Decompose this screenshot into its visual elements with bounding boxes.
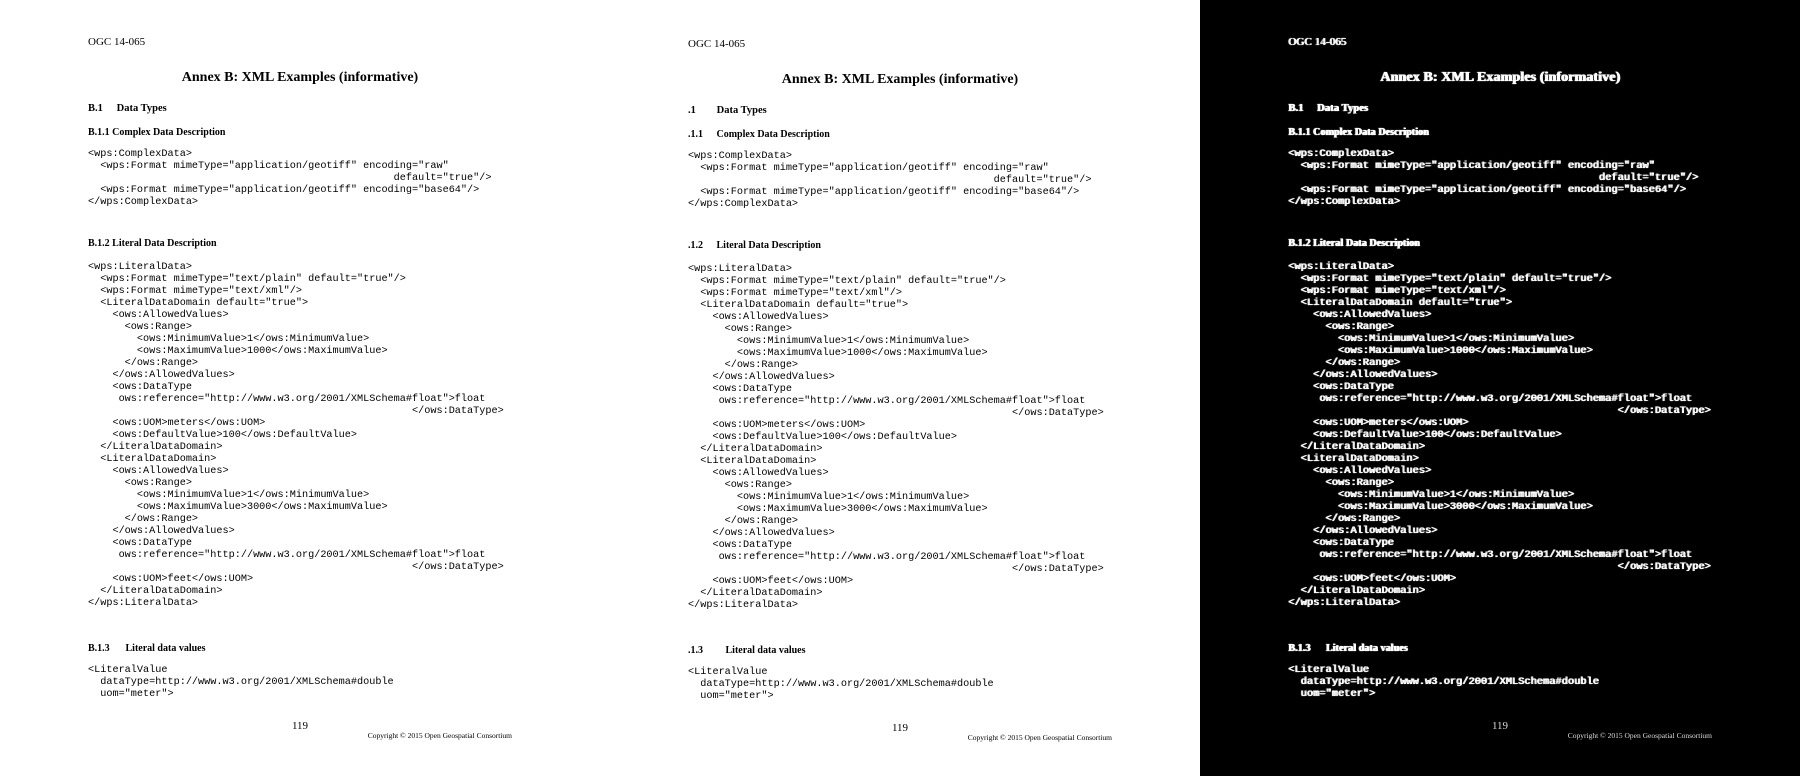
page-left bbox=[0, 0, 600, 776]
heading-b1 bbox=[688, 105, 767, 116]
heading-number: B.1 bbox=[88, 103, 103, 114]
heading-number: B.1.3 bbox=[88, 643, 110, 654]
heading-b13 bbox=[88, 643, 206, 654]
code-complex-data: <wps:ComplexData> <wps:Format mimeType="application/geotiff" encoding="raw" default="true"/> <wps:Format mimeType="application/geotiff" encoding="base64"/> </wps:ComplexData> bbox=[1288, 149, 1699, 208]
heading-number: B.1 bbox=[1288, 103, 1304, 114]
heading-text: Literal data values bbox=[1325, 643, 1408, 654]
heading-text: Data Types bbox=[116, 103, 167, 114]
code-literal-data: <wps:LiteralData> <wps:Format mimeType="text/plain" default="true"/> <wps:Format mimeType="text/xml"/> <LiteralDataDomain default="true"> <ows:AllowedValues> <ows:Range> <ows:MinimumValue>1</ows:MinimumValue> <ows:MaximumValue>1000</ows:MaximumValue> </ows:Range> </ows:AllowedValues> <ows:DataType ows:reference="http://www.w3.org/2001/XMLSchema#float">float </ows:DataType> <ows:UOM>meters</ows:UOM> <ows:DefaultValue>100</ows:DefaultValue> </LiteralDataDomain> <LiteralDataDomain> <ows:AllowedValues> <ows:Range> <ows:MinimumValue>1</ows:MinimumValue> <ows:MaximumValue>3000</ows:MaximumValue> </ows:Range> </ows:AllowedValues> <ows:DataType ows:reference="http://www.w3.org/2001/XMLSchema#float">float </ows:DataType> <ows:UOM>feet</ows:UOM> </LiteralDataDomain> </wps:LiteralData> bbox=[688, 264, 1104, 611]
page-number: 119 bbox=[891, 722, 909, 734]
page-middle bbox=[600, 0, 1200, 776]
code-literal-value: <LiteralValue dataType=http://www.w3.org/2001/XMLSchema#double uom="meter"> bbox=[688, 667, 994, 702]
heading-text: Literal data values bbox=[725, 645, 806, 656]
copyright: Copyright © 2015 Open Geospatial Consortium bbox=[967, 733, 1112, 742]
heading-number: .1 bbox=[688, 105, 696, 116]
page-right-inverted bbox=[1200, 0, 1800, 776]
page-number: 119 bbox=[1491, 720, 1509, 732]
heading-number: .1.3 bbox=[688, 645, 703, 656]
heading-number: .1.2 bbox=[688, 240, 703, 251]
heading-b12 bbox=[688, 240, 821, 251]
heading-text: Data Types bbox=[1316, 103, 1368, 114]
code-literal-value: <LiteralValue dataType=http://www.w3.org/2001/XMLSchema#double uom="meter"> bbox=[88, 665, 394, 700]
code-literal-value: <LiteralValue dataType=http://www.w3.org/2001/XMLSchema#double uom="meter"> bbox=[1288, 665, 1599, 700]
heading-b13 bbox=[1288, 643, 1408, 654]
heading-text: Literal Data Description bbox=[716, 240, 821, 251]
heading-text: Data Types bbox=[716, 105, 767, 116]
heading-b1 bbox=[88, 103, 167, 114]
document-id: OGC 14-065 bbox=[88, 36, 146, 48]
heading-number: B.1.3 bbox=[1288, 643, 1311, 654]
code-literal-data: <wps:LiteralData> <wps:Format mimeType="text/plain" default="true"/> <wps:Format mimeType="text/xml"/> <LiteralDataDomain default="true"> <ows:AllowedValues> <ows:Range> <ows:MinimumValue>1</ows:MinimumValue> <ows:MaximumValue>1000</ows:MaximumValue> </ows:Range> </ows:AllowedValues> <ows:DataType ows:reference="http://www.w3.org/2001/XMLSchema#float">float </ows:DataType> <ows:UOM>meters</ows:UOM> <ows:DefaultValue>100</ows:DefaultValue> </LiteralDataDomain> <LiteralDataDomain> <ows:AllowedValues> <ows:Range> <ows:MinimumValue>1</ows:MinimumValue> <ows:MaximumValue>3000</ows:MaximumValue> </ows:Range> </ows:AllowedValues> <ows:DataType ows:reference="http://www.w3.org/2001/XMLSchema#float">float </ows:DataType> <ows:UOM>feet</ows:UOM> </LiteralDataDomain> </wps:LiteralData> bbox=[88, 262, 504, 609]
heading-b13 bbox=[688, 645, 806, 656]
code-literal-data: <wps:LiteralData> <wps:Format mimeType="text/plain" default="true"/> <wps:Format mimeType="text/xml"/> <LiteralDataDomain default="true"> <ows:AllowedValues> <ows:Range> <ows:MinimumValue>1</ows:MinimumValue> <ows:MaximumValue>1000</ows:MaximumValue> </ows:Range> </ows:AllowedValues> <ows:DataType ows:reference="http://www.w3.org/2001/XMLSchema#float">float </ows:DataType> <ows:UOM>meters</ows:UOM> <ows:DefaultValue>100</ows:DefaultValue> </LiteralDataDomain> <LiteralDataDomain> <ows:AllowedValues> <ows:Range> <ows:MinimumValue>1</ows:MinimumValue> <ows:MaximumValue>3000</ows:MaximumValue> </ows:Range> </ows:AllowedValues> <ows:DataType ows:reference="http://www.w3.org/2001/XMLSchema#float">float </ows:DataType> <ows:UOM>feet</ows:UOM> </LiteralDataDomain> </wps:LiteralData> bbox=[1288, 262, 1711, 609]
code-complex-data: <wps:ComplexData> <wps:Format mimeType="application/geotiff" encoding="raw" default="true"/> <wps:Format mimeType="application/geotiff" encoding="base64"/> </wps:ComplexData> bbox=[88, 149, 492, 208]
heading-b11 bbox=[688, 129, 830, 140]
annex-title: Annex B: XML Examples (informative) bbox=[181, 70, 419, 85]
heading-text: Complex Data Description bbox=[716, 129, 830, 140]
annex-title: Annex B: XML Examples (informative) bbox=[781, 72, 1019, 87]
heading-b12: B.1.2 Literal Data Description bbox=[1288, 238, 1420, 249]
heading-text: Literal data values bbox=[125, 643, 206, 654]
heading-b11: B.1.1 Complex Data Description bbox=[88, 127, 226, 138]
heading-b12: B.1.2 Literal Data Description bbox=[88, 238, 217, 249]
copyright: Copyright © 2015 Open Geospatial Consortium bbox=[367, 731, 512, 740]
code-complex-data: <wps:ComplexData> <wps:Format mimeType="application/geotiff" encoding="raw" default="true"/> <wps:Format mimeType="application/geotiff" encoding="base64"/> </wps:ComplexData> bbox=[688, 151, 1092, 210]
heading-number: .1.1 bbox=[688, 129, 703, 140]
heading-b11: B.1.1 Complex Data Description bbox=[1288, 127, 1429, 138]
copyright: Copyright © 2015 Open Geospatial Consortium bbox=[1567, 731, 1712, 740]
page-number: 119 bbox=[291, 720, 309, 732]
heading-b1 bbox=[1288, 103, 1368, 114]
annex-title: Annex B: XML Examples (informative) bbox=[1380, 70, 1620, 85]
document-id: OGC 14-065 bbox=[688, 38, 746, 50]
document-id: OGC 14-065 bbox=[1288, 36, 1347, 48]
